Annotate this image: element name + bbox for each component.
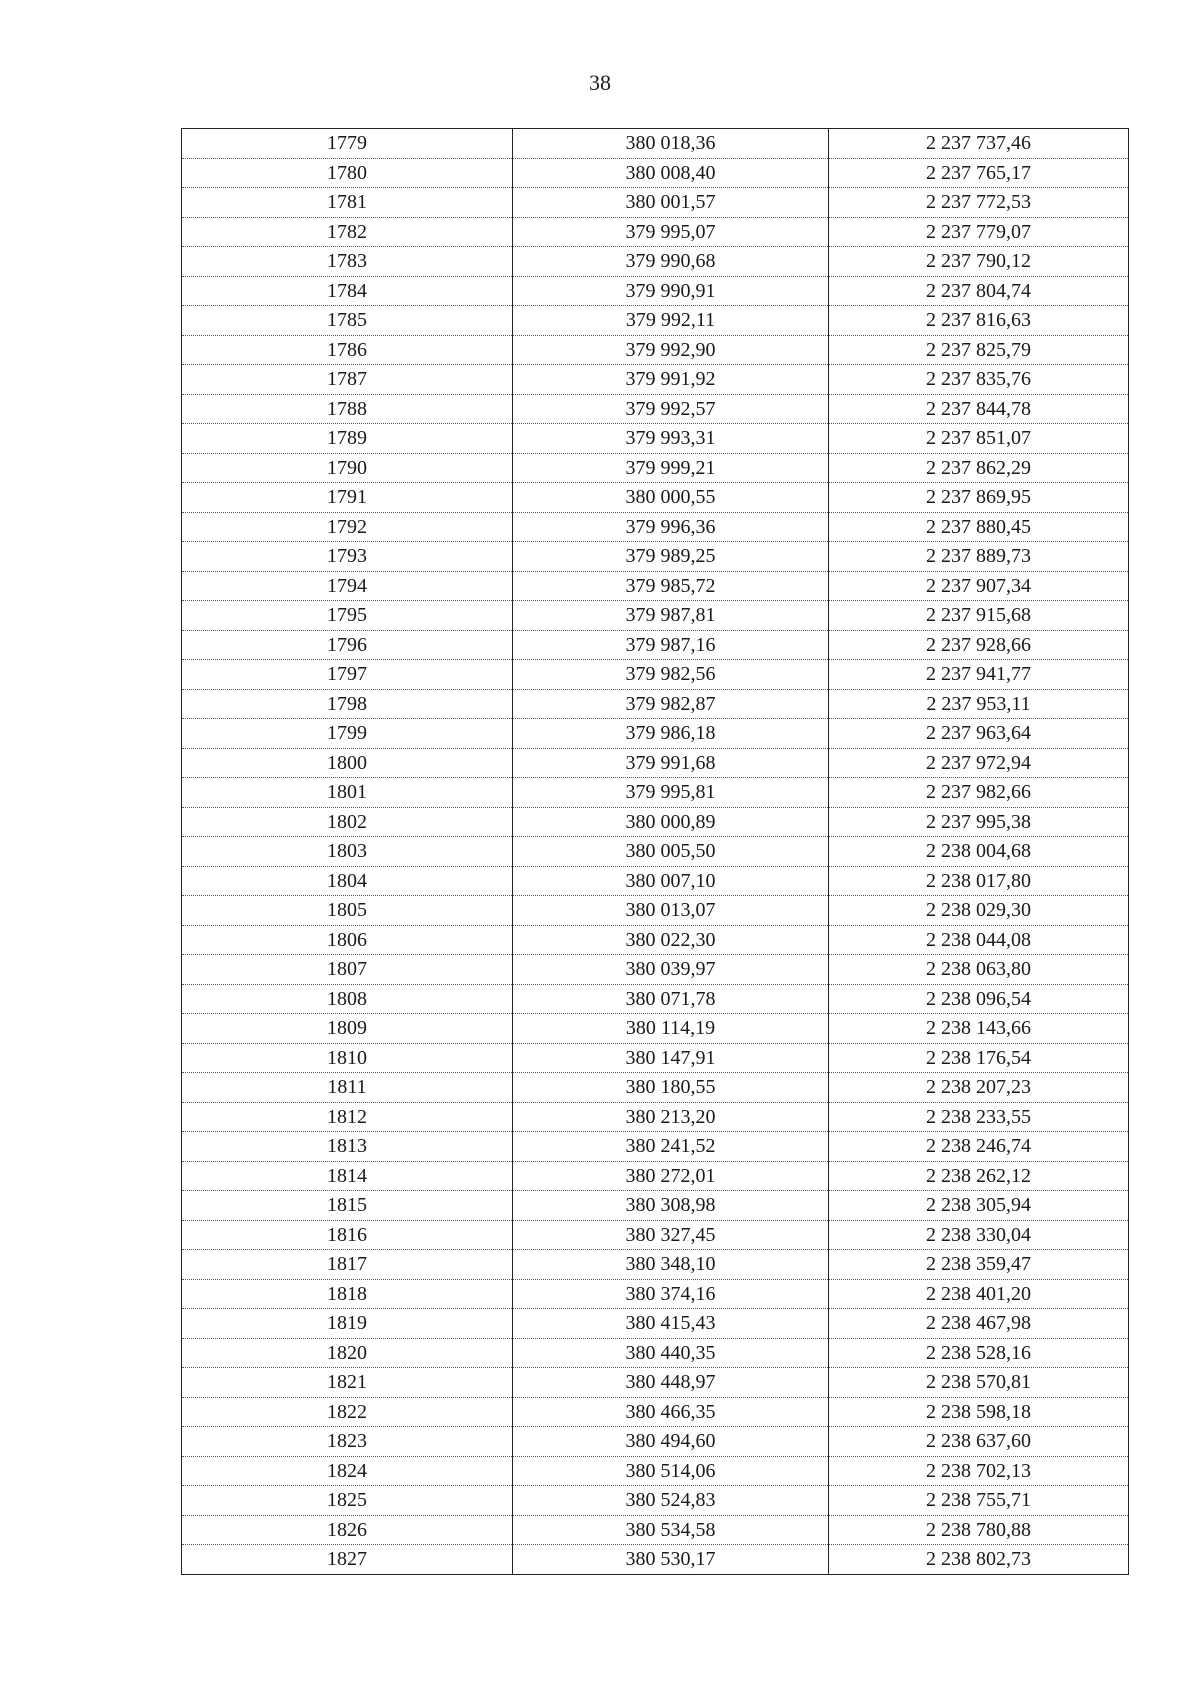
y-coordinate-cell: 2 238 176,54 (829, 1043, 1129, 1073)
point-number-cell: 1799 (182, 719, 513, 749)
y-coordinate-cell: 2 237 995,38 (829, 807, 1129, 837)
point-number-cell: 1794 (182, 571, 513, 601)
x-coordinate-cell: 379 995,81 (513, 778, 829, 808)
coordinates-table-body (182, 129, 1129, 1575)
coordinates-table (181, 128, 1129, 1575)
y-coordinate-cell: 2 237 779,07 (829, 217, 1129, 247)
x-coordinate-cell: 380 001,57 (513, 188, 829, 218)
table-row (182, 955, 1129, 985)
point-number-cell: 1811 (182, 1073, 513, 1103)
table-row (182, 837, 1129, 867)
x-coordinate-cell: 379 987,16 (513, 630, 829, 660)
table-row (182, 1515, 1129, 1545)
point-number-cell: 1812 (182, 1102, 513, 1132)
point-number-cell: 1816 (182, 1220, 513, 1250)
y-coordinate-cell: 2 238 702,13 (829, 1456, 1129, 1486)
y-coordinate-cell: 2 238 570,81 (829, 1368, 1129, 1398)
y-coordinate-cell: 2 237 982,66 (829, 778, 1129, 808)
point-number-cell: 1798 (182, 689, 513, 719)
table-row (182, 1368, 1129, 1398)
x-coordinate-cell: 379 991,92 (513, 365, 829, 395)
table-row (182, 1250, 1129, 1280)
point-number-cell: 1780 (182, 158, 513, 188)
x-coordinate-cell: 379 992,90 (513, 335, 829, 365)
table-row (182, 1545, 1129, 1575)
table-row (182, 483, 1129, 513)
y-coordinate-cell: 2 237 869,95 (829, 483, 1129, 513)
point-number-cell: 1813 (182, 1132, 513, 1162)
point-number-cell: 1782 (182, 217, 513, 247)
table-row (182, 601, 1129, 631)
x-coordinate-cell: 379 982,56 (513, 660, 829, 690)
x-coordinate-cell: 379 992,57 (513, 394, 829, 424)
y-coordinate-cell: 2 238 017,80 (829, 866, 1129, 896)
table-row (182, 306, 1129, 336)
table-row (182, 1191, 1129, 1221)
x-coordinate-cell: 379 999,21 (513, 453, 829, 483)
x-coordinate-cell: 379 995,07 (513, 217, 829, 247)
table-row (182, 1102, 1129, 1132)
table-row (182, 1309, 1129, 1339)
point-number-cell: 1796 (182, 630, 513, 660)
table-row (182, 542, 1129, 572)
x-coordinate-cell: 379 985,72 (513, 571, 829, 601)
table-row (182, 335, 1129, 365)
point-number-cell: 1809 (182, 1014, 513, 1044)
x-coordinate-cell: 380 415,43 (513, 1309, 829, 1339)
point-number-cell: 1825 (182, 1486, 513, 1516)
table-row (182, 1279, 1129, 1309)
point-number-cell: 1800 (182, 748, 513, 778)
point-number-cell: 1804 (182, 866, 513, 896)
y-coordinate-cell: 2 238 044,08 (829, 925, 1129, 955)
table-row (182, 129, 1129, 159)
table-row (182, 1014, 1129, 1044)
y-coordinate-cell: 2 237 804,74 (829, 276, 1129, 306)
point-number-cell: 1810 (182, 1043, 513, 1073)
x-coordinate-cell: 380 308,98 (513, 1191, 829, 1221)
point-number-cell: 1797 (182, 660, 513, 690)
x-coordinate-cell: 379 986,18 (513, 719, 829, 749)
y-coordinate-cell: 2 237 907,34 (829, 571, 1129, 601)
y-coordinate-cell: 2 237 889,73 (829, 542, 1129, 572)
point-number-cell: 1791 (182, 483, 513, 513)
y-coordinate-cell: 2 237 862,29 (829, 453, 1129, 483)
point-number-cell: 1821 (182, 1368, 513, 1398)
point-number-cell: 1822 (182, 1397, 513, 1427)
x-coordinate-cell: 380 008,40 (513, 158, 829, 188)
table-row (182, 807, 1129, 837)
x-coordinate-cell: 380 147,91 (513, 1043, 829, 1073)
point-number-cell: 1819 (182, 1309, 513, 1339)
y-coordinate-cell: 2 238 330,04 (829, 1220, 1129, 1250)
point-number-cell: 1826 (182, 1515, 513, 1545)
table-row (182, 896, 1129, 926)
point-number-cell: 1807 (182, 955, 513, 985)
y-coordinate-cell: 2 238 467,98 (829, 1309, 1129, 1339)
x-coordinate-cell: 379 990,68 (513, 247, 829, 277)
table-row (182, 1397, 1129, 1427)
table-row (182, 984, 1129, 1014)
x-coordinate-cell: 379 989,25 (513, 542, 829, 572)
point-number-cell: 1781 (182, 188, 513, 218)
table-row (182, 748, 1129, 778)
y-coordinate-cell: 2 237 835,76 (829, 365, 1129, 395)
y-coordinate-cell: 2 237 825,79 (829, 335, 1129, 365)
table-row (182, 276, 1129, 306)
y-coordinate-cell: 2 238 802,73 (829, 1545, 1129, 1575)
point-number-cell: 1785 (182, 306, 513, 336)
y-coordinate-cell: 2 237 765,17 (829, 158, 1129, 188)
table-row (182, 188, 1129, 218)
y-coordinate-cell: 2 238 262,12 (829, 1161, 1129, 1191)
y-coordinate-cell: 2 238 029,30 (829, 896, 1129, 926)
y-coordinate-cell: 2 238 246,74 (829, 1132, 1129, 1162)
y-coordinate-cell: 2 237 816,63 (829, 306, 1129, 336)
x-coordinate-cell: 380 530,17 (513, 1545, 829, 1575)
point-number-cell: 1805 (182, 896, 513, 926)
y-coordinate-cell: 2 237 941,77 (829, 660, 1129, 690)
table-row (182, 158, 1129, 188)
table-row (182, 512, 1129, 542)
table-row (182, 394, 1129, 424)
y-coordinate-cell: 2 238 598,18 (829, 1397, 1129, 1427)
x-coordinate-cell: 380 071,78 (513, 984, 829, 1014)
x-coordinate-cell: 379 993,31 (513, 424, 829, 454)
point-number-cell: 1788 (182, 394, 513, 424)
point-number-cell: 1814 (182, 1161, 513, 1191)
point-number-cell: 1801 (182, 778, 513, 808)
y-coordinate-cell: 2 237 851,07 (829, 424, 1129, 454)
point-number-cell: 1823 (182, 1427, 513, 1457)
page-number: 38 (589, 70, 611, 95)
point-number-cell: 1803 (182, 837, 513, 867)
table-row (182, 424, 1129, 454)
x-coordinate-cell: 380 007,10 (513, 866, 829, 896)
x-coordinate-cell: 380 005,50 (513, 837, 829, 867)
point-number-cell: 1790 (182, 453, 513, 483)
point-number-cell: 1818 (182, 1279, 513, 1309)
point-number-cell: 1827 (182, 1545, 513, 1575)
table-row (182, 571, 1129, 601)
y-coordinate-cell: 2 238 233,55 (829, 1102, 1129, 1132)
point-number-cell: 1817 (182, 1250, 513, 1280)
y-coordinate-cell: 2 238 755,71 (829, 1486, 1129, 1516)
point-number-cell: 1795 (182, 601, 513, 631)
y-coordinate-cell: 2 237 880,45 (829, 512, 1129, 542)
x-coordinate-cell: 380 348,10 (513, 1250, 829, 1280)
point-number-cell: 1808 (182, 984, 513, 1014)
x-coordinate-cell: 380 000,89 (513, 807, 829, 837)
table-row (182, 1043, 1129, 1073)
y-coordinate-cell: 2 238 780,88 (829, 1515, 1129, 1545)
table-row (182, 1220, 1129, 1250)
y-coordinate-cell: 2 238 004,68 (829, 837, 1129, 867)
y-coordinate-cell: 2 238 207,23 (829, 1073, 1129, 1103)
y-coordinate-cell: 2 237 772,53 (829, 188, 1129, 218)
point-number-cell: 1802 (182, 807, 513, 837)
y-coordinate-cell: 2 238 401,20 (829, 1279, 1129, 1309)
point-number-cell: 1806 (182, 925, 513, 955)
x-coordinate-cell: 380 018,36 (513, 129, 829, 159)
x-coordinate-cell: 380 327,45 (513, 1220, 829, 1250)
x-coordinate-cell: 380 440,35 (513, 1338, 829, 1368)
y-coordinate-cell: 2 237 963,64 (829, 719, 1129, 749)
point-number-cell: 1789 (182, 424, 513, 454)
x-coordinate-cell: 379 992,11 (513, 306, 829, 336)
table-row (182, 689, 1129, 719)
table-row (182, 247, 1129, 277)
table-row (182, 719, 1129, 749)
x-coordinate-cell: 380 213,20 (513, 1102, 829, 1132)
x-coordinate-cell: 379 991,68 (513, 748, 829, 778)
point-number-cell: 1793 (182, 542, 513, 572)
table-row (182, 1132, 1129, 1162)
table-row (182, 1456, 1129, 1486)
point-number-cell: 1820 (182, 1338, 513, 1368)
x-coordinate-cell: 380 114,19 (513, 1014, 829, 1044)
y-coordinate-cell: 2 238 305,94 (829, 1191, 1129, 1221)
table-row (182, 660, 1129, 690)
x-coordinate-cell: 380 466,35 (513, 1397, 829, 1427)
table-row (182, 1427, 1129, 1457)
table-row (182, 365, 1129, 395)
x-coordinate-cell: 380 272,01 (513, 1161, 829, 1191)
point-number-cell: 1824 (182, 1456, 513, 1486)
table-row (182, 630, 1129, 660)
x-coordinate-cell: 380 022,30 (513, 925, 829, 955)
x-coordinate-cell: 379 996,36 (513, 512, 829, 542)
point-number-cell: 1786 (182, 335, 513, 365)
table-row (182, 453, 1129, 483)
table-row (182, 1073, 1129, 1103)
x-coordinate-cell: 380 514,06 (513, 1456, 829, 1486)
x-coordinate-cell: 379 987,81 (513, 601, 829, 631)
y-coordinate-cell: 2 238 528,16 (829, 1338, 1129, 1368)
x-coordinate-cell: 380 013,07 (513, 896, 829, 926)
y-coordinate-cell: 2 238 359,47 (829, 1250, 1129, 1280)
y-coordinate-cell: 2 237 915,68 (829, 601, 1129, 631)
point-number-cell: 1787 (182, 365, 513, 395)
x-coordinate-cell: 380 494,60 (513, 1427, 829, 1457)
table-row (182, 217, 1129, 247)
x-coordinate-cell: 380 039,97 (513, 955, 829, 985)
table-row (182, 925, 1129, 955)
x-coordinate-cell: 380 448,97 (513, 1368, 829, 1398)
y-coordinate-cell: 2 237 972,94 (829, 748, 1129, 778)
y-coordinate-cell: 2 238 063,80 (829, 955, 1129, 985)
y-coordinate-cell: 2 238 637,60 (829, 1427, 1129, 1457)
table-row (182, 1161, 1129, 1191)
point-number-cell: 1779 (182, 129, 513, 159)
point-number-cell: 1815 (182, 1191, 513, 1221)
y-coordinate-cell: 2 237 844,78 (829, 394, 1129, 424)
point-number-cell: 1784 (182, 276, 513, 306)
y-coordinate-cell: 2 237 928,66 (829, 630, 1129, 660)
x-coordinate-cell: 380 241,52 (513, 1132, 829, 1162)
y-coordinate-cell: 2 237 737,46 (829, 129, 1129, 159)
y-coordinate-cell: 2 238 143,66 (829, 1014, 1129, 1044)
table-row (182, 778, 1129, 808)
x-coordinate-cell: 379 990,91 (513, 276, 829, 306)
x-coordinate-cell: 380 534,58 (513, 1515, 829, 1545)
x-coordinate-cell: 379 982,87 (513, 689, 829, 719)
x-coordinate-cell: 380 180,55 (513, 1073, 829, 1103)
point-number-cell: 1792 (182, 512, 513, 542)
y-coordinate-cell: 2 237 953,11 (829, 689, 1129, 719)
x-coordinate-cell: 380 374,16 (513, 1279, 829, 1309)
table-row (182, 1486, 1129, 1516)
x-coordinate-cell: 380 524,83 (513, 1486, 829, 1516)
table-row (182, 866, 1129, 896)
y-coordinate-cell: 2 238 096,54 (829, 984, 1129, 1014)
table-row (182, 1338, 1129, 1368)
y-coordinate-cell: 2 237 790,12 (829, 247, 1129, 277)
point-number-cell: 1783 (182, 247, 513, 277)
x-coordinate-cell: 380 000,55 (513, 483, 829, 513)
